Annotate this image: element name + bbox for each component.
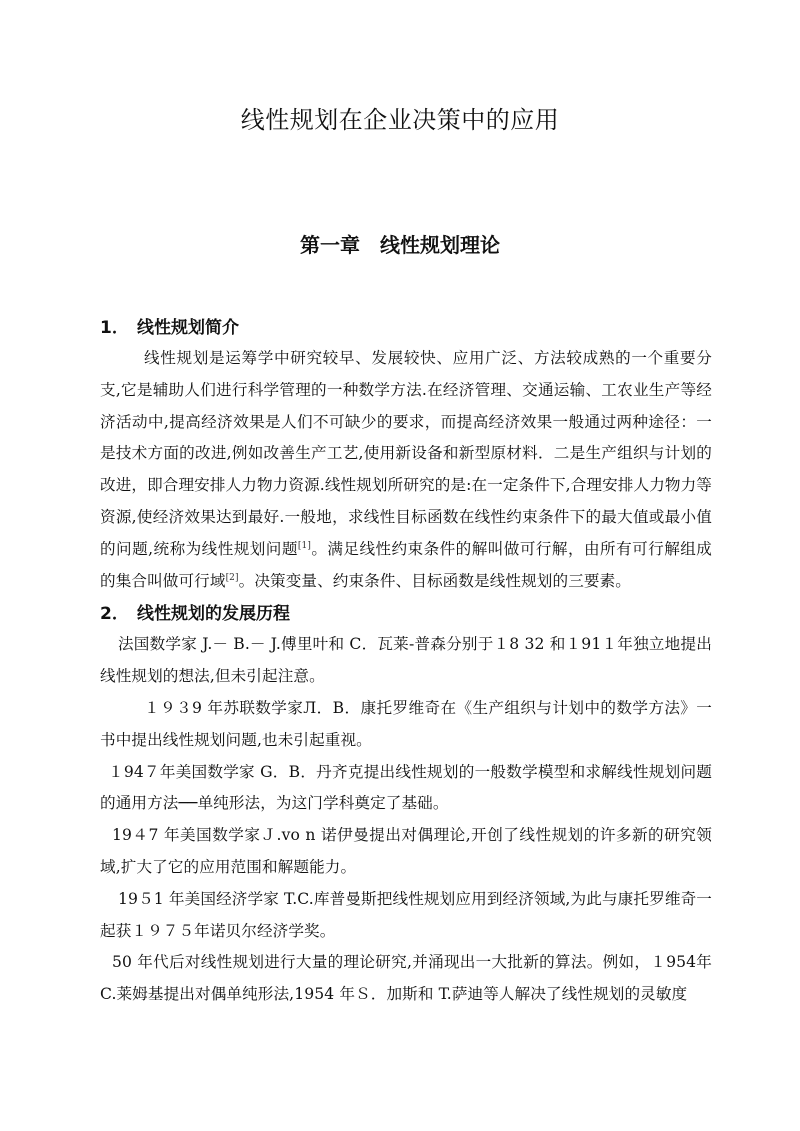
document-body — [100, 313, 712, 1011]
paragraph-history-6: 50 年代后对线性规划进行大量的理论研究,并涌现出一大批新的算法。例如，１954年 C.莱姆基提出对偶单纯形法,1954 年Ｓ．加斯和 T.萨迪等人解决了线性规划的灵敏度 — [100, 953, 712, 1004]
citation-ref[interactable]: [1] — [297, 540, 311, 551]
paragraph-history-2: １９３9 年苏联数学家Л．В．康托罗维奇在《生产组织与计划中的数学方法》一书中提出线性规划问题,也未引起重视。 — [100, 698, 712, 749]
section-heading-intro — [100, 313, 712, 343]
paragraph-intro — [100, 343, 712, 597]
section-heading-text: 线性规划简介 — [137, 318, 239, 338]
citation-ref[interactable]: [2] — [225, 572, 239, 583]
paragraph-history-4: 19４7 年美国数学家Ｊ.vo n 诺伊曼提出对偶理论,开创了线性规划的许多新的研究领域,扩大了它的应用范围和解题能力。 — [100, 826, 712, 876]
section-heading-text: 线性规划的发展历程 — [137, 604, 290, 625]
paragraph-text: 线性规划是运筹学中研究较早、发展较快、应用广泛、方法较成熟的一个重要分支,它是辅助人们进行科学管理的一种数学方法.在经济管理、交通运输、工农业生产等经济活动中,提高经济效果是人们不可缺少的要求，而提高经济效果一般通过两种途径：一是技术方面的改进,例如改善生产工艺,使用新设备和新型原材料．二是生产组织与计划的改进，即合理安排人力物力资源.线性规划所研究的是:在一定条件下,合理安排人力物力等资源,使经济效果达到最好.一般地，求线性目标函数在线性约束条件下的最大值或最小值的问题,统称为线性规划问题 — [100, 349, 712, 558]
chapter-title: 第一章 线性规划理论 — [300, 233, 500, 257]
paragraph-history-5: 19５1 年美国经济学家 T.C.库普曼斯把线性规划应用到经济领域,为此与康托罗维奇一起获１９７５年诺贝尔经济学奖。 — [100, 889, 712, 940]
section-number: 1． — [100, 318, 129, 338]
section-heading-history — [100, 599, 712, 629]
document-title: 线性规划在企业决策中的应用 — [240, 106, 560, 134]
paragraph-history-3: １94７年美国数学家 G．B．丹齐克提出线性规划的一般数学模型和求解线性规划问题的通用方法──单纯形法，为这门学科奠定了基础。 — [100, 762, 712, 813]
paragraph-text: 。决策变量、约束条件、目标函数是线性规划的三要素。 — [238, 571, 631, 590]
section-number: 2． — [100, 604, 129, 625]
paragraph-history-1: 法国数学家 J.－ B.－ J.傅里叶和 C．瓦莱-普森分别于１8 32 和１91１年独立地提出线性规划的想法,但未引起注意。 — [100, 635, 712, 686]
paragraph-text: 。满足线性约束条件的解叫做可行解，由所有可行解组成的集合叫做可行域 — [100, 539, 712, 590]
